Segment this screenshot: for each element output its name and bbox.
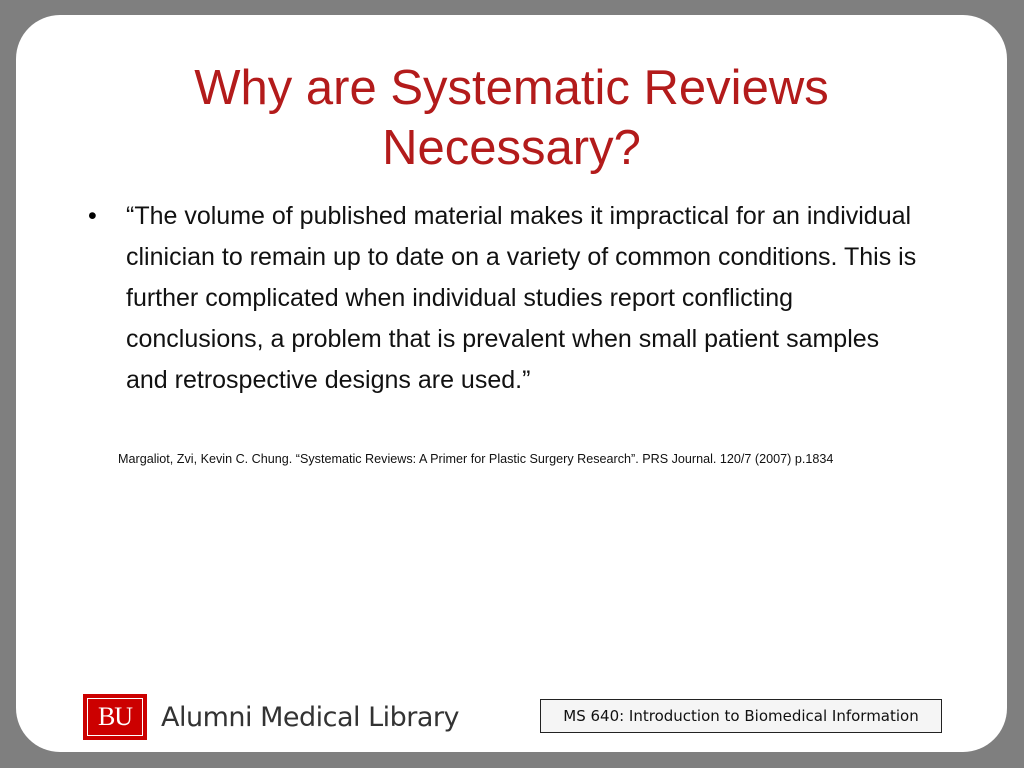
quote-text: “The volume of published material makes it impractical for an individual clinician to remain up to date on a variety of common conditions. This is further complicated when individual studies report conflicting conclusions, a problem that is prevalent when small patient samples and retrospective designs are used.”: [126, 202, 917, 394]
bu-logo-mark: [83, 694, 147, 740]
bu-logo-text: BU: [87, 698, 143, 736]
slide-title-line-1: Why are Systematic Reviews: [194, 61, 829, 115]
library-name: Alumni Medical Library: [161, 701, 460, 733]
bullet-list: [86, 196, 936, 401]
citation: Margaliot, Zvi, Kevin C. Chung. “Systematic Reviews: A Primer for Plastic Surgery Research”. PRS Journal. 120/7 (2007) p.1834: [118, 452, 834, 466]
library-logo: [83, 694, 459, 740]
course-label: MS 640: Introduction to Biomedical Information: [540, 699, 942, 733]
bullet-marker: •: [88, 202, 97, 230]
slide-title-line-2: Necessary?: [382, 121, 641, 175]
slide-title: [16, 58, 1007, 178]
slide: [16, 15, 1007, 752]
bullet-item: [86, 196, 936, 401]
